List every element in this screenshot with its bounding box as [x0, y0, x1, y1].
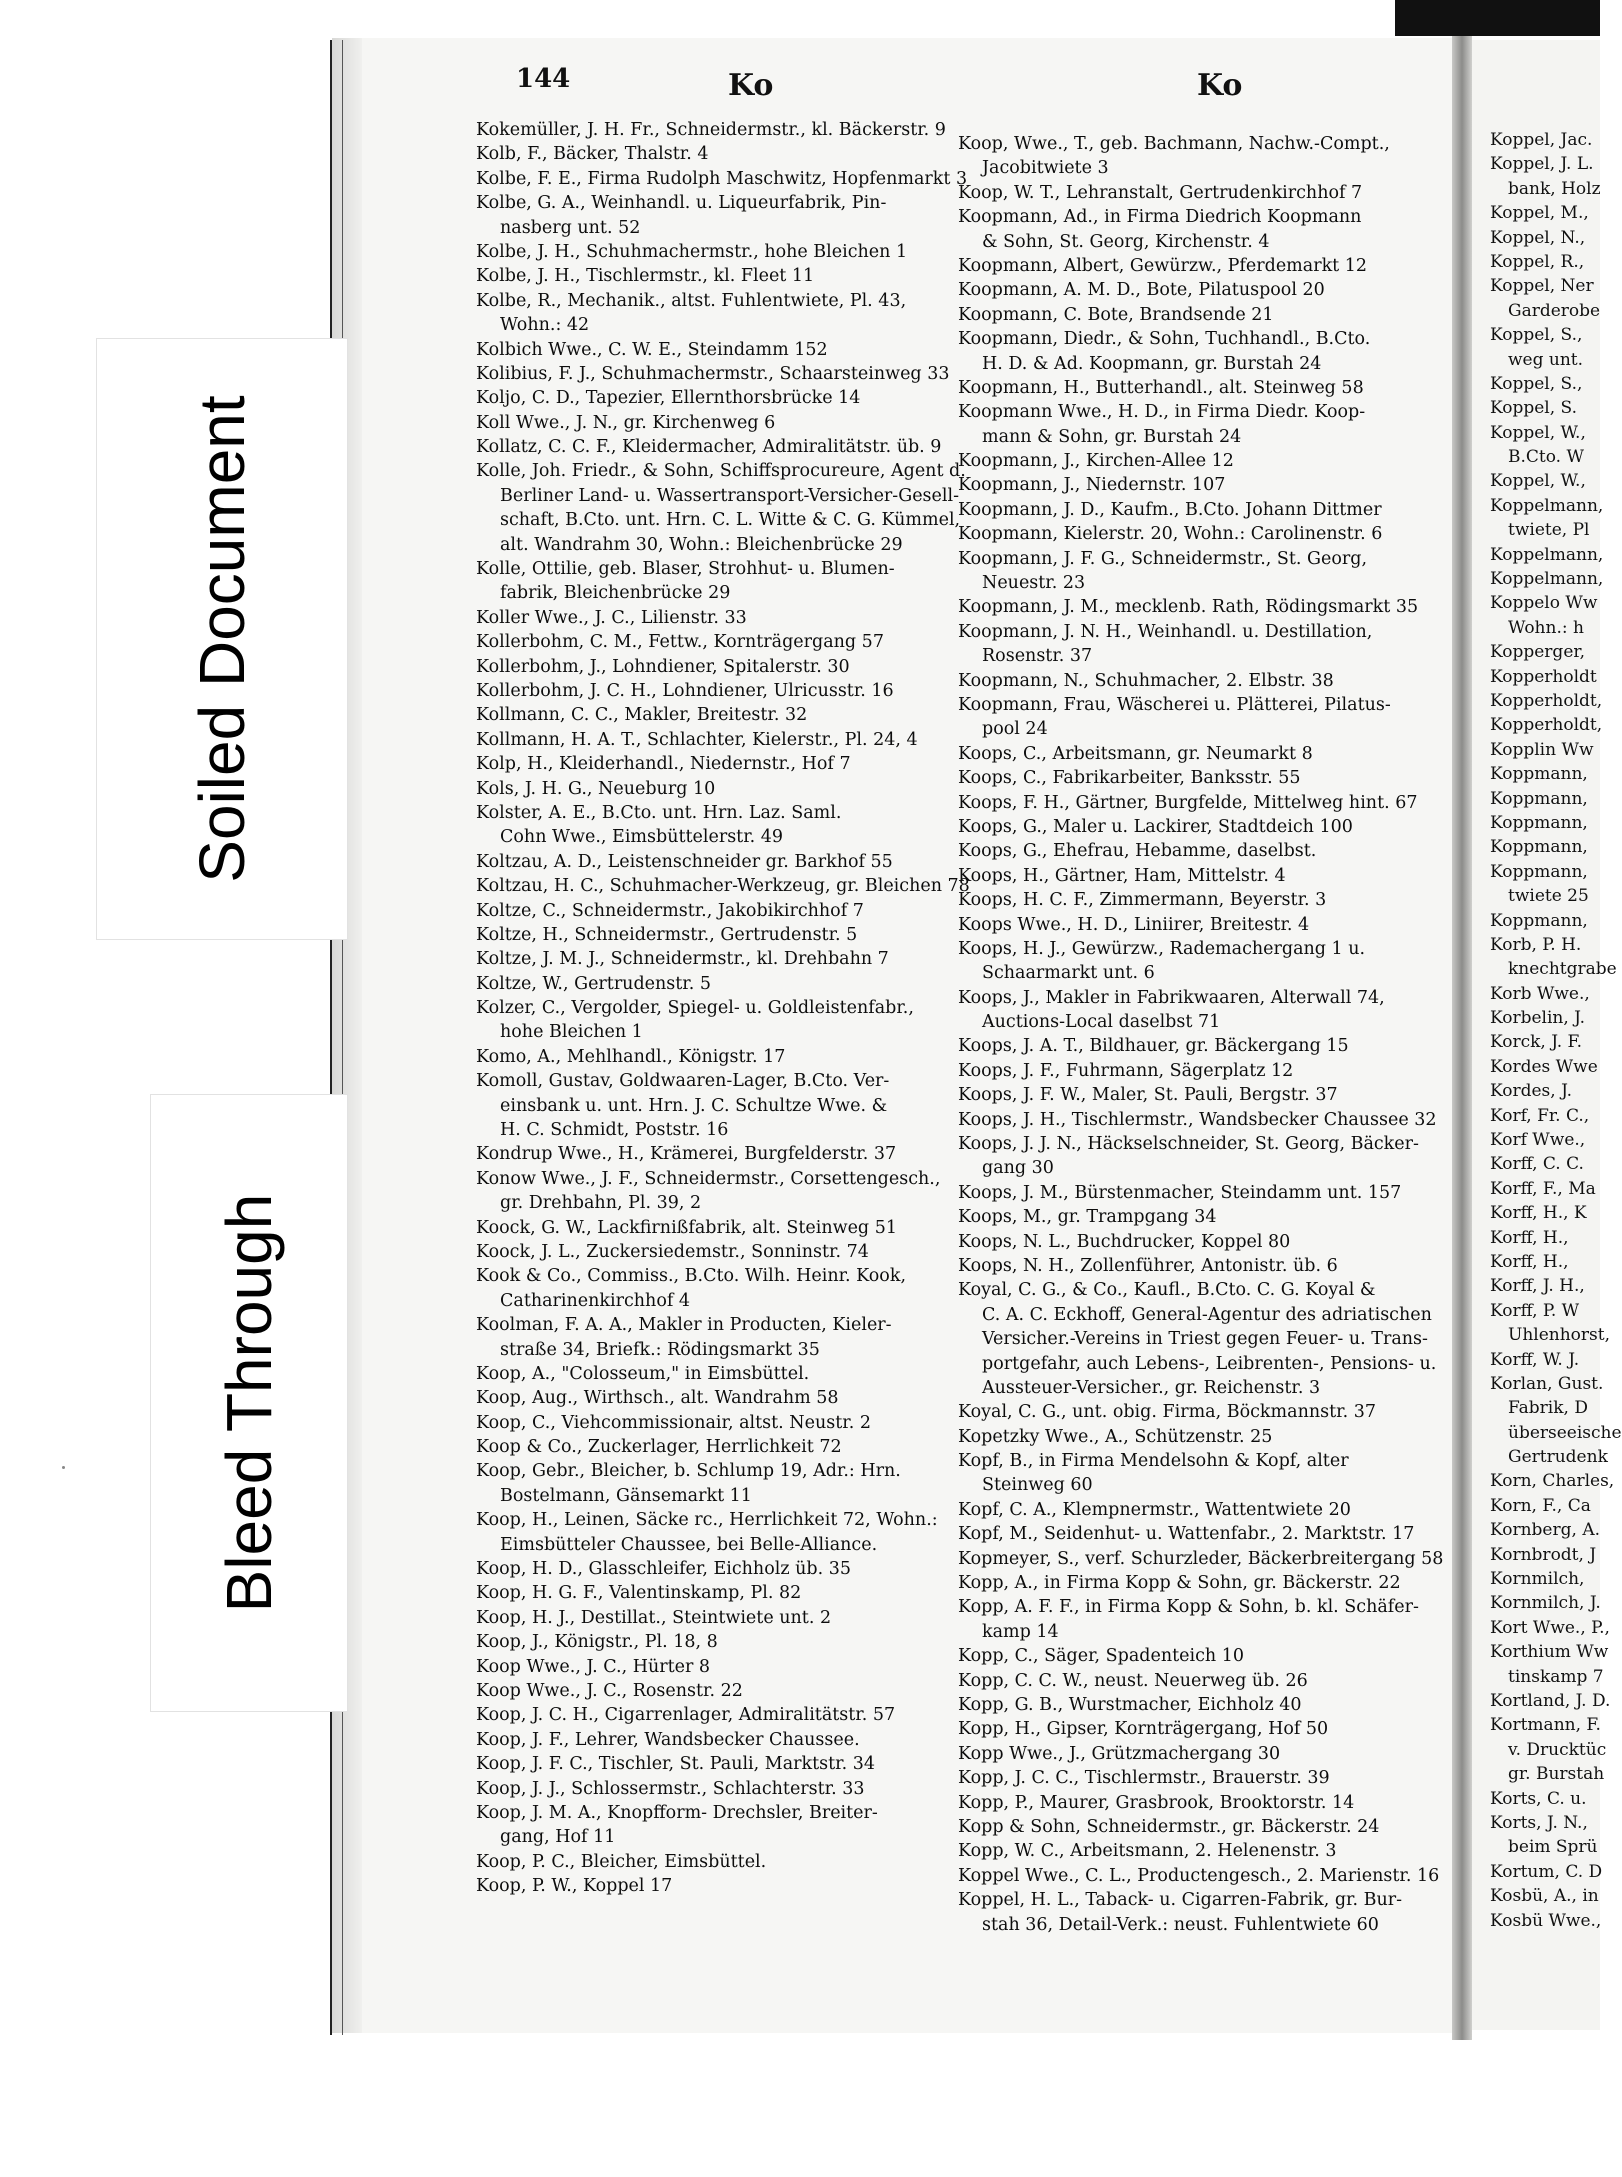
directory-entry-line: Steinweg 60 [982, 1475, 1093, 1496]
facing-page-entry: Kort Wwe., P., [1490, 1617, 1610, 1638]
directory-entry-line: fabrik, Bleichenbrücke 29 [500, 583, 731, 604]
facing-page-entry: Koppel, Jac. [1490, 130, 1593, 150]
directory-entry-line: Koopmann, J. M., mecklenb. Rath, Rödingsmarkt 35 [958, 597, 1419, 618]
directory-entry-line: & Sohn, St. Georg, Kirchenstr. 4 [982, 231, 1270, 252]
facing-page-entry: Koppel, S. [1490, 398, 1577, 419]
directory-entry-line: Koop, J. F., Lehrer, Wandsbecker Chaussee. [476, 1729, 860, 1750]
directory-entry-line: Koopmann, J. F. G., Schneidermstr., St. Georg, [958, 548, 1368, 569]
right-column-partial [1490, 128, 1622, 1933]
directory-entry-line: Koltzau, H. C., Schuhmacher-Werkzeug, gr. Bleichen 78 [476, 876, 970, 897]
directory-entry-line: Koops, F. H., Gärtner, Burgfelde, Mittelweg hint. 67 [958, 792, 1418, 813]
directory-entry-line: Kols, J. H. G., Neueburg 10 [476, 778, 716, 799]
directory-entry-line: Koop, J., Königstr., Pl. 18, 8 [476, 1632, 718, 1653]
directory-entry-line: Kolster, A. E., B.Cto. unt. Hrn. Laz. Saml. [476, 802, 842, 823]
directory-entry-line: Koop, P. W., Koppel 17 [476, 1876, 673, 1897]
facing-page-entry: B.Cto. W [1508, 447, 1584, 468]
facing-page-entry: Koppelmann, [1490, 544, 1604, 565]
directory-entry-line: Kopetzky Wwe., A., Schützenstr. 25 [958, 1426, 1273, 1447]
facing-page-entry: Koppel, J. L. [1490, 154, 1594, 175]
directory-entry-line: Kopmeyer, S., verf. Schurzleder, Bäckerbreitergang 58 [958, 1548, 1444, 1569]
directory-entry-line: Koll Wwe., J. N., gr. Kirchenweg 6 [476, 412, 776, 433]
directory-entry-line: Kolzer, C., Vergolder, Spiegel- u. Goldleistenfabr., [476, 998, 914, 1019]
directory-entry-line: Koops, H. J., Gewürzw., Rademachergang 1 u. [958, 938, 1366, 959]
directory-entry-line: Kolle, Ottilie, geb. Blaser, Strohhut- u. Blumen- [476, 559, 895, 580]
directory-entry-line: Kolp, H., Kleiderhandl., Niedernstr., Hof 7 [476, 754, 851, 775]
directory-entry-line: Koopmann, J. N. H., Weinhandl. u. Destillation, [958, 621, 1373, 642]
directory-entry-line: Koopmann, J. D., Kaufm., B.Cto. Johann Dittmer [958, 499, 1382, 520]
facing-page-entry: beim Sprü [1508, 1837, 1598, 1858]
directory-entry-line: Koyal, C. G., unt. obig. Firma, Böckmannstr. 37 [958, 1402, 1376, 1423]
directory-entry-line: Koops, H., Gärtner, Ham, Mittelstr. 4 [958, 865, 1286, 886]
facing-page-entry: Kortum, C. D [1490, 1861, 1603, 1882]
speck-mark [62, 1466, 65, 1469]
facing-page-entry: Korts, C. u. [1490, 1788, 1587, 1809]
facing-page-entry: Koppmann, [1490, 812, 1588, 833]
facing-page-entry: Korff, J. H., [1490, 1276, 1585, 1297]
facing-page-entry: tinskamp 7 [1508, 1666, 1604, 1687]
directory-entry-line: Koop, Wwe., T., geb. Bachmann, Nachw.-Compt., [958, 134, 1390, 154]
directory-entry-line: Kopp, W. C., Arbeitsmann, 2. Helenenstr. 3 [958, 1841, 1337, 1862]
facing-page-entry: Kopperholdt, [1490, 690, 1603, 711]
directory-entry-line: einsbank u. unt. Hrn. J. C. Schultze Wwe. & [500, 1095, 888, 1116]
facing-page-entry: Kosbü Wwe., [1490, 1910, 1602, 1931]
directory-entry-line: Koop, C., Viehcommissionair, altst. Neustr. 2 [476, 1412, 871, 1433]
directory-entry-line: Kopf, C. A., Klempnermstr., Wattentwiete 20 [958, 1499, 1351, 1520]
facing-page-entry: Koppel, N., [1490, 227, 1586, 248]
directory-entry-line: Koppel Wwe., C. L., Productengesch., 2. Marienstr. 16 [958, 1865, 1440, 1886]
directory-entry-line: Koop, Aug., Wirthsch., alt. Wandrahm 58 [476, 1388, 839, 1409]
header-right: Ko [1197, 68, 1243, 103]
directory-entry-line: Koyal, C. G., & Co., Kaufl., B.Cto. C. G. Koyal & [958, 1280, 1376, 1301]
directory-entry-line: nasberg unt. 52 [500, 217, 641, 238]
facing-page-entry: Korff, P. W [1490, 1300, 1580, 1321]
facing-page-entry: knechtgrabe [1508, 959, 1617, 980]
facing-page-entry: Koppelmann, [1490, 495, 1604, 516]
facing-page-entry: Korff, H., [1490, 1227, 1569, 1248]
directory-entry-line: Koop Wwe., J. C., Hürter 8 [476, 1656, 711, 1677]
directory-entry-line: Kopp, A. F. F., in Firma Kopp & Sohn, b. kl. Schäfer- [958, 1597, 1419, 1618]
bleed-through-label [150, 1094, 348, 1712]
directory-entry-line: Kolbe, J. H., Schuhmachermstr., hohe Bleichen 1 [476, 241, 908, 262]
facing-page-entry: Kortland, J. D. [1490, 1691, 1611, 1711]
directory-entry-line: Kopp & Sohn, Schneidermstr., gr. Bäckerstr. 24 [958, 1816, 1380, 1837]
facing-page-entry: Korck, J. F. [1490, 1032, 1583, 1053]
directory-entry-line: alt. Wandrahm 30, Wohn.: Bleichenbrücke 29 [500, 534, 903, 555]
facing-page-entry: Koppmann, [1490, 788, 1588, 809]
facing-page-entry: Korthium Ww [1490, 1642, 1609, 1663]
directory-entry-line: Kolb, F., Bäcker, Thalstr. 4 [476, 144, 709, 165]
facing-page-entry: Korff, H., [1490, 1251, 1569, 1272]
directory-entry-line: Koops, N. H., Zollenführer, Antonistr. üb. 6 [958, 1255, 1338, 1276]
directory-entry-line: Koops, J., Makler in Fabrikwaaren, Alterwall 74, [958, 987, 1385, 1008]
facing-page-entry: bank, Holz [1508, 178, 1601, 199]
middle-column [958, 132, 1450, 1937]
directory-entry-line: Koops, J. F. W., Maler, St. Pauli, Bergstr. 37 [958, 1085, 1338, 1106]
facing-page-entry: Korb Wwe., [1490, 983, 1590, 1004]
facing-page-entry: Kornberg, A. [1490, 1520, 1600, 1541]
facing-page-entry: twiete, Pl [1508, 520, 1590, 541]
facing-page-entry: Uhlenhorst, [1508, 1325, 1610, 1346]
directory-entry-line: Koops, G., Maler u. Lackirer, Stadtdeich 100 [958, 816, 1353, 837]
directory-entry-line: Eimsbütteler Chaussee, bei Belle-Alliance. [500, 1534, 878, 1555]
facing-page-entry: Korff, W. J. [1490, 1349, 1580, 1370]
directory-entry-line: Kondrup Wwe., H., Krämerei, Burgfelderstr. 37 [476, 1144, 897, 1165]
directory-entry-line: Kolbich Wwe., C. W. E., Steindamm 152 [476, 339, 828, 360]
soiled-document-label [96, 338, 348, 940]
directory-entry-line: Koops Wwe., H. D., Liniirer, Breitestr. 4 [958, 914, 1310, 935]
directory-entry-line: Koppel, H. L., Taback- u. Cigarren-Fabrik, gr. Bur- [958, 1890, 1403, 1911]
directory-entry-line: Kolbe, G. A., Weinhandl. u. Liqueurfabrik, Pin- [476, 193, 887, 214]
facing-page-entry: Koppel, W., [1490, 471, 1586, 492]
directory-entry-line: Kopp, C. C. W., neust. Neuerweg üb. 26 [958, 1670, 1308, 1691]
directory-entry-line: hohe Bleichen 1 [500, 1022, 643, 1043]
facing-page-entry: Korff, F., Ma [1490, 1178, 1596, 1199]
directory-entry-line: Koopmann, Diedr., & Sohn, Tuchhandl., B.Cto. [958, 329, 1371, 350]
directory-entry-line: Kollerbohm, C. M., Fettw., Kornträgergang 57 [476, 632, 884, 653]
directory-entry-line: Auctions-Local daselbst 71 [982, 1012, 1221, 1033]
facing-page-entry: Koppel, Ner [1490, 276, 1594, 297]
directory-entry-line: Koop, A., "Colosseum," in Eimsbüttel. [476, 1363, 810, 1384]
directory-entry-line: Koltze, W., Gertrudenstr. 5 [476, 973, 712, 994]
directory-entry-line: Rosenstr. 37 [982, 646, 1093, 667]
facing-page-entry: Kordes Wwe [1490, 1056, 1598, 1077]
facing-page-entry: Korlan, Gust. [1490, 1373, 1604, 1394]
directory-entry-line: Kopp, H., Gipser, Kornträgergang, Hof 50 [958, 1719, 1329, 1740]
facing-page-entry: Wohn.: h [1508, 617, 1584, 638]
directory-entry-line: Kopf, B., in Firma Mendelsohn & Kopf, alter [958, 1451, 1349, 1472]
directory-entry-line: Koops, H. C. F., Zimmermann, Beyerstr. 3 [958, 890, 1327, 911]
facing-page-entry: Koppelo Ww [1490, 593, 1598, 614]
directory-entry-line: Koopmann, N., Schuhmacher, 2. Elbstr. 38 [958, 670, 1334, 691]
bleed-through-label-text: Bleed Through [213, 1193, 285, 1613]
directory-entry-line: Komoll, Gustav, Goldwaaren-Lager, B.Cto. Ver- [476, 1071, 890, 1092]
facing-page-entry: Koppel, S., [1490, 325, 1583, 346]
directory-entry-line: Kopp, C., Säger, Spadenteich 10 [958, 1646, 1245, 1667]
facing-page-entry: Kopplin Ww [1490, 739, 1594, 760]
directory-entry-line: Schaarmarkt unt. 6 [982, 963, 1155, 984]
header-left: Ko [728, 68, 774, 103]
directory-entry-line: Kollmann, H. A. T., Schlachter, Kielerstr., Pl. 24, 4 [476, 729, 918, 750]
directory-entry-line: Koltze, J. M. J., Schneidermstr., kl. Drehbahn 7 [476, 949, 889, 970]
facing-page-entry: Korn, F., Ca [1490, 1495, 1591, 1516]
directory-entry-line: Koopmann, J., Niedernstr. 107 [958, 475, 1226, 496]
directory-entry-line: Koopmann, Frau, Wäscherei u. Plätterei, Pilatus- [958, 694, 1391, 715]
directory-entry-line: Koop, H. J., Destillat., Steintwiete unt. 2 [476, 1607, 832, 1628]
directory-entry-line: Koopmann Wwe., H. D., in Firma Diedr. Koop- [958, 402, 1366, 423]
directory-entry-line: Koop, H. G. F., Valentinskamp, Pl. 82 [476, 1583, 802, 1604]
facing-page-entry: Koppel, R., [1490, 251, 1585, 272]
facing-page-entry: Korbelin, J. [1490, 1008, 1586, 1029]
directory-entry-line: Koop, J. J., Schlossermstr., Schlachterstr. 33 [476, 1778, 865, 1799]
directory-entry-line: Koops, C., Fabrikarbeiter, Banksstr. 55 [958, 768, 1301, 789]
facing-page-entry: Kopperholdt [1490, 666, 1597, 687]
directory-entry-line: Koltze, H., Schneidermstr., Gertrudenstr. 5 [476, 924, 858, 945]
directory-entry-line: Catharinenkirchhof 4 [500, 1290, 691, 1311]
directory-entry-line: Koltze, C., Schneidermstr., Jakobikirchhof 7 [476, 900, 864, 921]
directory-entry-line: Koock, J. L., Zuckersiedemstr., Sonninstr. 74 [476, 1241, 869, 1262]
directory-entry-line: Koops, J. J. N., Häckselschneider, St. Georg, Bäcker- [958, 1134, 1419, 1155]
facing-page-entry: Garderobe [1508, 300, 1601, 321]
directory-entry-line: Kolbe, J. H., Tischlermstr., kl. Fleet 11 [476, 266, 815, 287]
directory-entry-line: Kolbe, F. E., Firma Rudolph Maschwitz, Hopfenmarkt 3 [476, 168, 968, 189]
directory-entry-line: Kollerbohm, J. C. H., Lohndiener, Ulricusstr. 16 [476, 680, 894, 701]
directory-entry-line: gang, Hof 11 [500, 1827, 616, 1848]
facing-page-entry: Kosbü, A., in [1490, 1886, 1599, 1907]
directory-entry-line: Koops, C., Arbeitsmann, gr. Neumarkt 8 [958, 743, 1313, 764]
directory-entry-line: kamp 14 [982, 1621, 1059, 1642]
directory-entry-line: Koller Wwe., J. C., Lilienstr. 33 [476, 607, 747, 628]
directory-entry-line: gang 30 [982, 1158, 1054, 1179]
directory-entry-line: Koop, H., Leinen, Säcke rc., Herrlichkeit 72, Wohn.: [476, 1510, 938, 1531]
directory-entry-line: Kopp, A., in Firma Kopp & Sohn, gr. Bäckerstr. 22 [958, 1573, 1401, 1594]
directory-entry-line: Koop, J. F. C., Tischler, St. Pauli, Marktstr. 34 [476, 1754, 875, 1775]
directory-entry-line: Koopmann, H., Butterhandl., alt. Steinweg 58 [958, 377, 1364, 398]
directory-entry-line: Koops, J. A. T., Bildhauer, gr. Bäckergang 15 [958, 1036, 1349, 1057]
directory-entry-line: Kopf, M., Seidenhut- u. Wattenfabr., 2. Marktstr. 17 [958, 1524, 1415, 1545]
directory-entry-line: Kollmann, C. C., Makler, Breitestr. 32 [476, 705, 808, 726]
directory-entry-line: Kollatz, C. C. F., Kleidermacher, Admiralitätstr. üb. 9 [476, 437, 942, 458]
facing-page-entry: Koppmann, [1490, 764, 1588, 785]
directory-entry-line: C. A. C. Eckhoff, General-Agentur des adriatischen [982, 1304, 1432, 1325]
directory-entry-line: stah 36, Detail-Verk.: neust. Fuhlentwiete 60 [982, 1914, 1379, 1935]
directory-entry-line: Koock, G. W., Lackfirnißfabrik, alt. Steinweg 51 [476, 1217, 897, 1238]
directory-entry-line: Kolibius, F. J., Schuhmachermstr., Schaarsteinweg 33 [476, 363, 950, 384]
facing-page-entry: Kornmilch, [1490, 1569, 1585, 1590]
directory-entry-line: Neuestr. 23 [982, 573, 1086, 594]
soiled-document-label-text: Soiled Document [186, 395, 258, 883]
facing-page-entry: Koppmann, [1490, 861, 1588, 882]
facing-page-entry: Korts, J. N., [1490, 1812, 1588, 1833]
directory-entry-line: H. C. Schmidt, Poststr. 16 [500, 1120, 729, 1141]
facing-page-entry: Koppelmann, [1490, 569, 1604, 590]
directory-entry-line: Koopmann, C. Bote, Brandsende 21 [958, 304, 1274, 325]
directory-entry-line: Koltzau, A. D., Leistenschneider gr. Barkhof 55 [476, 851, 893, 872]
directory-entry-line: Koop Wwe., J. C., Rosenstr. 22 [476, 1681, 743, 1701]
directory-entry-line: Koops, G., Ehefrau, Hebamme, daselbst. [958, 841, 1317, 862]
facing-page-entry: überseeische [1508, 1422, 1622, 1443]
facing-page-entry: gr. Burstah [1508, 1764, 1605, 1785]
directory-entry-line: pool 24 [982, 719, 1048, 740]
directory-entry-line: schaft, B.Cto. unt. Hrn. C. L. Witte & C. G. Kümmel, [500, 510, 961, 531]
directory-entry-line: Komo, A., Mehlhandl., Königstr. 17 [476, 1046, 786, 1067]
facing-page-entry: Koppel, W., [1490, 422, 1586, 443]
directory-entry-line: Koopmann, Albert, Gewürzw., Pferdemarkt 12 [958, 255, 1368, 276]
facing-page-entry: Kornmilch, J. [1490, 1593, 1601, 1614]
directory-entry-line: Kollerbohm, J., Lohndiener, Spitalerstr. 30 [476, 656, 850, 677]
directory-entry-line: Koops, J. M., Bürstenmacher, Steindamm unt. 157 [958, 1182, 1402, 1203]
binding-spine [1452, 30, 1472, 2040]
facing-page-entry: twiete 25 [1508, 886, 1589, 907]
facing-page-entry: v. Drucktüc [1508, 1739, 1607, 1760]
directory-entry-line: Koop, J. C. H., Cigarrenlager, Admiralitätstr. 57 [476, 1705, 896, 1726]
directory-entry-line: Koops, N. L., Buchdrucker, Koppel 80 [958, 1231, 1291, 1252]
facing-page-entry: Kopperger, [1490, 642, 1586, 663]
facing-page-entry: Korf Wwe., [1490, 1130, 1586, 1151]
directory-entry-line: Koopmann, A. M. D., Bote, Pilatuspool 20 [958, 280, 1325, 301]
directory-entry-line: Aussteuer-Versicher., gr. Reichenstr. 3 [982, 1377, 1321, 1398]
directory-entry-line: Koop, Gebr., Bleicher, b. Schlump 19, Adr.: Hrn. [476, 1461, 901, 1482]
directory-entry-line: portgefahr, auch Lebens-, Leibrenten-, Pensions- u. [982, 1353, 1437, 1374]
directory-entry-line: Kook & Co., Commiss., B.Cto. Wilh. Heinr. Kook, [476, 1266, 907, 1287]
directory-entry-line: Kopp, J. C. C., Tischlermstr., Brauerstr. 39 [958, 1768, 1330, 1789]
facing-page-entry: Korff, H., K [1490, 1203, 1587, 1224]
facing-page-entry: Korb, P. H. [1490, 934, 1582, 955]
facing-page-entry: Koppmann, [1490, 837, 1588, 858]
left-column [476, 118, 988, 1899]
directory-entry-line: Kopp Wwe., J., Grützmachergang 30 [958, 1743, 1281, 1764]
directory-entry-line: Koopmann, Kielerstr. 20, Wohn.: Carolinenstr. 6 [958, 524, 1383, 545]
directory-entry-line: Koops, J. H., Tischlermstr., Wandsbecker Chaussee 32 [958, 1109, 1437, 1130]
directory-entry-line: Koop, P. C., Bleicher, Eimsbüttel. [476, 1851, 767, 1872]
directory-entry-line: Koopmann, J., Kirchen-Allee 12 [958, 451, 1234, 472]
directory-entry-line: Wohn.: 42 [500, 315, 590, 336]
dark-corner [1395, 0, 1600, 36]
directory-entry-line: Versicher.-Vereins in Triest gegen Feuer- u. Trans- [982, 1329, 1428, 1350]
directory-entry-line: H. D. & Ad. Koopmann, gr. Burstah 24 [982, 353, 1322, 374]
directory-entry-line: Koop, J. M. A., Knopfform- Drechsler, Breiter- [476, 1802, 878, 1823]
directory-entry-line: Koop, H. D., Glasschleifer, Eichholz üb. 35 [476, 1559, 851, 1580]
directory-entry-line: Kokemüller, J. H. Fr., Schneidermstr., kl. Bäckerstr. 9 [476, 120, 946, 140]
directory-entry-line: Kopp, G. B., Wurstmacher, Eichholz 40 [958, 1695, 1302, 1715]
directory-entry-line: Konow Wwe., J. F., Schneidermstr., Corsettengesch., [476, 1168, 941, 1189]
facing-page-entry: Koppel, M., [1490, 203, 1589, 224]
directory-entry-line: Koops, M., gr. Trampgang 34 [958, 1207, 1217, 1228]
facing-page-entry: Kopperholdt, [1490, 715, 1603, 736]
directory-entry-line: Koopmann, Ad., in Firma Diedrich Koopmann [958, 207, 1362, 228]
directory-entry-line: mann & Sohn, gr. Burstah 24 [982, 426, 1242, 447]
facing-page-entry: Gertrudenk [1508, 1447, 1608, 1468]
directory-entry-line: Jacobitwiete 3 [982, 158, 1109, 179]
facing-page-entry: Kortmann, F. [1490, 1715, 1601, 1736]
directory-entry-line: Cohn Wwe., Eimsbüttelerstr. 49 [500, 827, 784, 848]
directory-entry-line: Koop, W. T., Lehranstalt, Gertrudenkirchhof 7 [958, 182, 1363, 203]
facing-page-entry: Koppmann, [1490, 910, 1588, 931]
directory-entry-line: Koop & Co., Zuckerlager, Herrlichkeit 72 [476, 1437, 842, 1458]
directory-entry-line: Koljo, C. D., Tapezier, Ellernthorsbrücke 14 [476, 388, 861, 409]
directory-entry-line: Kolbe, R., Mechanik., altst. Fuhlentwiete, Pl. 43, [476, 290, 907, 311]
facing-page-entry: Korff, C. C. [1490, 1154, 1584, 1175]
directory-entry-line: Kopp, P., Maurer, Grasbrook, Brooktorstr. 14 [958, 1792, 1355, 1813]
facing-page-entry: Kornbrodt, J [1490, 1544, 1597, 1565]
page-number: 144 [516, 64, 571, 94]
facing-page-entry: Koppel, S., [1490, 373, 1583, 394]
directory-entry-line: gr. Drehbahn, Pl. 39, 2 [500, 1193, 702, 1214]
directory-entry-line: Koolman, F. A. A., Makler in Producten, Kieler- [476, 1315, 892, 1336]
directory-entry-line: Koops, J. F., Fuhrmann, Sägerplatz 12 [958, 1060, 1294, 1081]
facing-page-entry: Korn, Charles, [1490, 1471, 1615, 1492]
directory-entry-line: Berliner Land- u. Wassertransport-Versicher-Gesell- [500, 485, 959, 506]
facing-page-entry: Korf, Fr. C., [1490, 1105, 1590, 1126]
facing-page-entry: Kordes, J. [1490, 1081, 1572, 1102]
facing-page-entry: Fabrik, D [1508, 1398, 1588, 1419]
directory-entry-line: straße 34, Briefk.: Rödingsmarkt 35 [500, 1339, 820, 1360]
directory-entry-line: Kolle, Joh. Friedr., & Sohn, Schiffsprocureure, Agent d. [476, 461, 966, 482]
facing-page-entry: weg unt. [1508, 349, 1584, 370]
directory-entry-line: Bostelmann, Gänsemarkt 11 [500, 1485, 752, 1506]
